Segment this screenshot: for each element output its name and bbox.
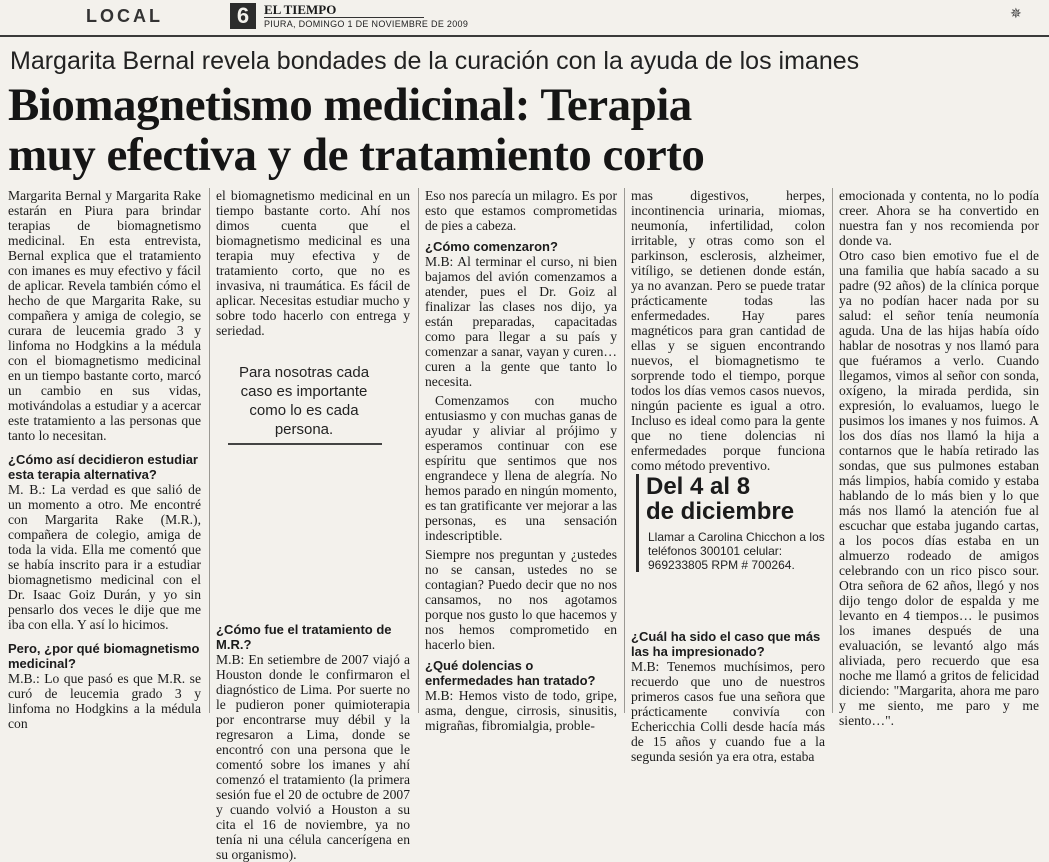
question-heading: Pero, ¿por qué biomagnetismo medicinal? (8, 641, 200, 671)
masthead-rule (264, 17, 424, 18)
intro-paragraph: Margarita Bernal y Margarita Rake estarán en Piura para brindar terapias de biomagnetismo medicinal. En esta entrevista, Bernal explica que el tratamiento con imanes es muy efectivo y fácil de aplicar. Revela también cómo el hecho de que Margarita Rake, su compañera y amiga de colegio, se curara de leucemia grado 3 y linfoma no Hodgkins a la médula con el biomagnetismo medicinal en un tiempo bastante corto, marcó un cambio en sus vidas, motivándolas a estudiar y a acercar este tratamiento a las personas que tanto lo necesitan. (8, 188, 201, 443)
masthead: EL TIEMPO (264, 2, 337, 17)
pull-quote-rule (228, 443, 382, 445)
body-paragraph: mas digestivos, herpes, incontinencia urinaria, miomas, neumonía, infertilidad, colon irritable, y otras como son el parkinson, esclerosis, alzheimer, vitíligo, se detienen donde están, ya no avanzan. Pero se puede tratar prácticamente todas las enfermedades. Hay pares magnéticos para gran cantidad de ellas y se siguen encontrando nuevos, el biomagnetismo te sorprende todo el tiempo, porque todos los días vemos casos nuevos, ningún paciente es igual a otro. Incluso es ideal como para la gente que no tiene dolencias ni enfermedades porque funciona como método preventivo. (631, 188, 825, 473)
headline-line-2: muy efectiva y de tratamiento corto (8, 129, 705, 181)
date-line: PIURA, DOMINGO 1 DE NOVIEMBRE DE 2009 (264, 19, 469, 29)
question-heading: ¿Cómo así decidieron estudiar esta terapia alternativa? (8, 452, 198, 482)
kicker: Margarita Bernal revela bondades de la curación con la ayuda de los imanes (10, 47, 860, 75)
body-paragraph: emocionada y contenta, no lo podía creer. Ahora se ha convertido en nuestra fan y nos recomienda por donde va. (839, 188, 1039, 248)
question-heading: ¿Cuál ha sido el caso que más las ha impresionado? (631, 629, 821, 659)
headline-line-1: Biomagnetismo medicinal: Terapia (8, 79, 692, 131)
body-paragraph: Siempre nos preguntan y ¿ustedes no se cansan, ustedes no se contagian? Puedo decir que no nos cansamos, no nos agotamos porque nos gusto lo que hacemos y nos hemos comprometido en hacerlo bien. (425, 547, 617, 652)
body-paragraph: Otro caso bien emotivo fue el de una familia que había sacado a su padre (92 años) de la clínica porque ya no podían hacer nada por su salud: el señor tenía neumonía aguda. Una de las hijas había oído hablar de nosotras y nos llamó para que fuéramos a verlo. Cuando llegamos, vimos al señor con sonda, oxígeno, la mirada perdida, sin expresión, lo evaluamos, luego le pusimos los imanes y nos fuimos. A los dos días nos llamó la hija a contarnos que le había retirado las sondas, que sus pulmones estaban más limpios, había comido y estaba hablando de lo más bien y lo que más nos llamó la atención fue al escuchar que estaba jugando cartas, a los pocos días estaba en un almuerzo rodeado de amigos celebrando con un rico pisco sour. Otra señora de 62 años, llegó y nos dijo tengo dolor de espalda y me levanto en 4 tiempos… le pusimos los imanes después de una evaluación, se levantó algo más aliviada, pero recuerdo que esa noche me llamó a gritos de felicidad diciendo: "Margarita, ahora me paro y me siento, me paro y me siento…". (839, 248, 1039, 728)
column-rule (624, 188, 625, 713)
answer-paragraph: M.B: Tenemos muchísimos, pero recuerdo que uno de nuestros primeros casos fue una señora que prácticamente convivía con Echericchia Colli desde hacía más de 15 años y cuando fue a la segunda sesión ya era otra, estaba (631, 659, 825, 764)
article-column-3 (425, 188, 617, 733)
body-paragraph: Comenzamos con mucho entusiasmo y con muchas ganas de ayudar y aliviar al prójimo y esperamos continuar con ese espíritu que sentimos que nos engrandece y llena de alegría. No hemos parado en ningún momento, es tan gratificante ver mejorar a las personas, es una sensación indescriptible. (425, 393, 617, 543)
column-rule (418, 188, 419, 713)
page-number: 6 (230, 3, 256, 29)
article-column-4 (631, 188, 825, 764)
question-heading: ¿Qué dolencias o enfermedades han tratado? (425, 658, 596, 688)
answer-paragraph: M.B.: Lo que pasó es que M.R. se curó de leucemia grado 3 y linfoma no Hodgkins a la médula con (8, 671, 201, 731)
answer-paragraph: M.B: Al terminar el curso, ni bien bajamos del avión comenzamos a atender, pues el Dr. Goiz al finalizar las clases nos dijo, ya están preparadas, capacitadas como para llegar a su país y comenzar a sanar, vayan y curen… curen a la gente que tanto lo necesita. (425, 254, 617, 389)
column-rule (832, 188, 833, 713)
answer-paragraph: M. B.: La verdad es que salió de un momento a otro. Me encontré con Margarita Rake (M.R.), compañera de colegio, amiga de toda la vida. Ella me comentó que se había inscrito para ir a estudiar biomagnetismo medicinal con el Dr. Isaac Goiz Durán, y yo sin pensarlo dos veces le dije que me iba con ella. Y así lo hicimos. (8, 482, 201, 632)
article-column-1 (8, 188, 201, 731)
promo-date-1: Del 4 al 8 (646, 473, 751, 500)
body-paragraph: el biomagnetismo medicinal en un tiempo bastante corto. Ahí nos dimos cuenta que el biomagnetismo medicinal es una terapia muy efectiva y de tratamiento corto, que no es invasiva, ni traumática. Es fácil de aplicar. Necesitas estudiar mucho y sobre todo hacerlo con entrega y seriedad. (216, 188, 410, 338)
article-column-5 (839, 188, 1039, 728)
article-column-2 (216, 188, 410, 862)
question-heading: ¿Cómo comenzaron? (425, 239, 558, 254)
body-paragraph: Eso nos parecía un milagro. Es por esto que estamos comprometidas de pies a cabeza. (425, 188, 617, 233)
promo-date-2: de diciembre (646, 498, 795, 525)
promo-box (636, 474, 826, 574)
section-label: LOCAL (86, 6, 163, 26)
pull-quote: Para nosotras cada caso es importante como lo es cada persona. (238, 364, 370, 438)
header-rule (0, 35, 1049, 37)
promo-contact: Llamar a Carolina Chicchon a los teléfonos 300101 celular: 969233805 RPM # 700264. (648, 530, 825, 572)
question-heading: ¿Cómo fue el tratamiento de M.R.? (216, 622, 392, 652)
answer-paragraph: M.B: En setiembre de 2007 viajó a Houston donde le confirmaron el diagnóstico de Lima. Por suerte no le pudieron poner quimioterapia por encontrarse muy débil y la regresaron a Lima, donde se encontró con una persona que le comentó sobre los imanes y ahí comenzó el tratamiento (la primera sesión fue el 20 de octubre de 2007 y cuando volvió a Houston a su cita el 16 de noviembre, ya no tenía ni una célula cancerígena en su organismo). (216, 652, 410, 862)
headline (8, 80, 704, 180)
column-rule (209, 188, 210, 713)
ornament-icon: ✵ (1010, 7, 1022, 22)
answer-paragraph: M.B: Hemos visto de todo, gripe, asma, dengue, cirrosis, sinusitis, migrañas, fibromialgia, proble- (425, 688, 617, 733)
